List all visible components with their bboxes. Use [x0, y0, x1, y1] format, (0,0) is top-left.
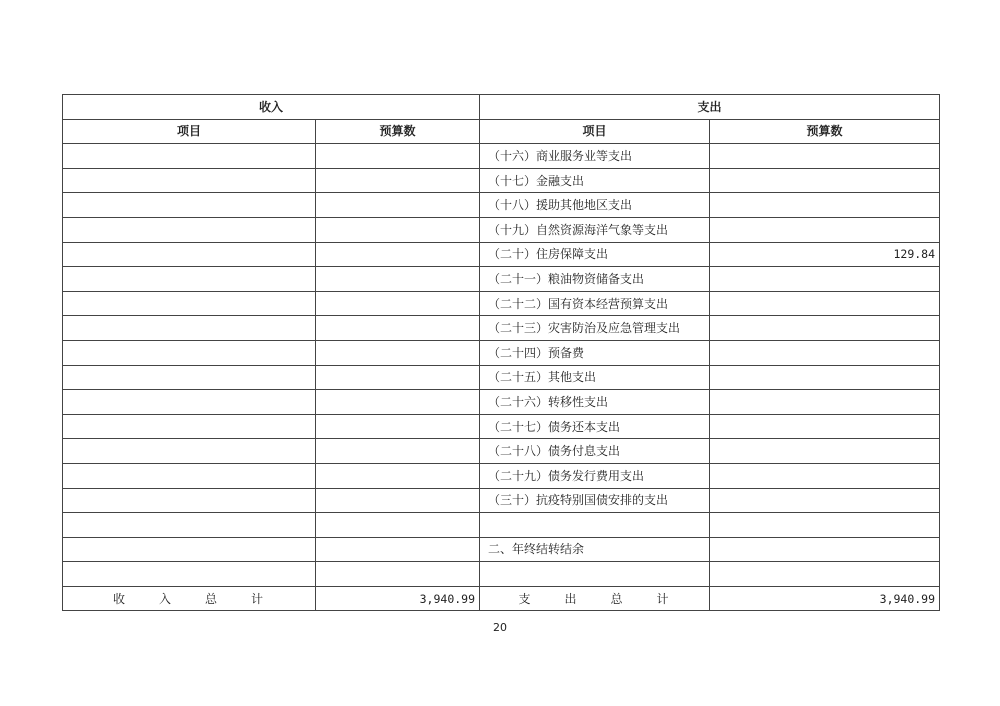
expense-item-cell: （二十六）转移性支出	[480, 390, 710, 415]
income-budget-cell	[316, 537, 480, 562]
income-item-cell	[63, 340, 316, 365]
expense-budget-cell	[710, 365, 940, 390]
income-item-cell	[63, 414, 316, 439]
expense-budget-cell	[710, 168, 940, 193]
income-item-cell	[63, 488, 316, 513]
expense-budget-cell	[710, 267, 940, 292]
expense-item-cell: （二十七）债务还本支出	[480, 414, 710, 439]
income-budget-cell	[316, 463, 480, 488]
table-row	[63, 168, 940, 193]
income-budget-header: 预算数	[316, 119, 480, 144]
income-total-char: 总	[205, 591, 220, 606]
table-row	[63, 316, 940, 341]
income-item-cell	[63, 316, 316, 341]
expense-item-cell: （二十八）债务付息支出	[480, 439, 710, 464]
table-row	[63, 562, 940, 587]
income-item-cell	[63, 537, 316, 562]
expense-budget-cell	[710, 193, 940, 218]
table-row	[63, 488, 940, 513]
income-budget-cell	[316, 414, 480, 439]
table-row	[63, 144, 940, 169]
income-budget-cell	[316, 390, 480, 415]
income-item-cell	[63, 439, 316, 464]
table-row	[63, 291, 940, 316]
table-row	[63, 537, 940, 562]
section-header-row	[63, 95, 940, 120]
income-budget-cell	[316, 316, 480, 341]
income-budget-cell	[316, 291, 480, 316]
expense-budget-cell	[710, 291, 940, 316]
income-budget-cell	[316, 439, 480, 464]
table-row	[63, 390, 940, 415]
income-section-header: 收入	[63, 95, 480, 120]
expense-item-cell: （二十九）债务发行费用支出	[480, 463, 710, 488]
income-item-cell	[63, 168, 316, 193]
income-budget-cell	[316, 488, 480, 513]
expense-budget-cell	[710, 217, 940, 242]
table-row	[63, 193, 940, 218]
expense-item-cell: （十八）援助其他地区支出	[480, 193, 710, 218]
income-total-char: 入	[158, 591, 173, 606]
income-item-cell	[63, 217, 316, 242]
table-row	[63, 439, 940, 464]
income-budget-cell	[316, 242, 480, 267]
expense-budget-cell	[710, 414, 940, 439]
expense-item-cell: （二十五）其他支出	[480, 365, 710, 390]
expense-total-label	[480, 586, 710, 611]
expense-budget-cell	[710, 390, 940, 415]
table-row	[63, 513, 940, 538]
expense-item-cell: （二十）住房保障支出	[480, 242, 710, 267]
table-row	[63, 365, 940, 390]
income-total-char: 计	[251, 591, 266, 606]
expense-budget-cell	[710, 463, 940, 488]
expense-item-cell: （二十四）预备费	[480, 340, 710, 365]
income-item-cell	[63, 291, 316, 316]
expense-item-cell: 二、年终结转结余	[480, 537, 710, 562]
expense-total-char: 总	[610, 591, 625, 606]
income-budget-cell	[316, 340, 480, 365]
income-budget-cell	[316, 144, 480, 169]
income-item-cell	[63, 144, 316, 169]
income-budget-cell	[316, 562, 480, 587]
expense-item-cell: （十六）商业服务业等支出	[480, 144, 710, 169]
expense-total-value: 3,940.99	[710, 586, 940, 611]
expense-total-char: 支	[518, 591, 533, 606]
income-item-header: 项目	[63, 119, 316, 144]
income-total-char: 收	[112, 591, 127, 606]
column-header-row	[63, 119, 940, 144]
expense-budget-header: 预算数	[710, 119, 940, 144]
expense-budget-cell	[710, 537, 940, 562]
expense-item-cell: （二十二）国有资本经营预算支出	[480, 291, 710, 316]
income-item-cell	[63, 365, 316, 390]
expense-budget-cell	[710, 439, 940, 464]
income-budget-cell	[316, 193, 480, 218]
income-item-cell	[63, 562, 316, 587]
income-item-cell	[63, 267, 316, 292]
expense-item-cell: （二十一）粮油物资储备支出	[480, 267, 710, 292]
expense-budget-cell	[710, 562, 940, 587]
expense-budget-cell	[710, 513, 940, 538]
expense-budget-cell: 129.84	[710, 242, 940, 267]
table-row	[63, 414, 940, 439]
expense-total-char: 计	[656, 591, 671, 606]
expense-item-cell	[480, 513, 710, 538]
expense-total-char: 出	[564, 591, 579, 606]
expense-item-cell: （三十）抗疫特别国债安排的支出	[480, 488, 710, 513]
total-row	[63, 586, 940, 611]
income-item-cell	[63, 242, 316, 267]
income-item-cell	[63, 193, 316, 218]
budget-table	[62, 94, 940, 611]
table-row	[63, 267, 940, 292]
expense-item-header: 项目	[480, 119, 710, 144]
income-budget-cell	[316, 217, 480, 242]
expense-item-cell: （十九）自然资源海洋气象等支出	[480, 217, 710, 242]
income-budget-cell	[316, 168, 480, 193]
income-budget-cell	[316, 513, 480, 538]
page-number: 20	[493, 621, 507, 634]
expense-budget-cell	[710, 488, 940, 513]
table-row	[63, 463, 940, 488]
income-item-cell	[63, 513, 316, 538]
income-budget-cell	[316, 365, 480, 390]
income-total-value: 3,940.99	[316, 586, 480, 611]
income-budget-cell	[316, 267, 480, 292]
expense-budget-cell	[710, 340, 940, 365]
expense-budget-cell	[710, 316, 940, 341]
expense-item-cell: （十七）金融支出	[480, 168, 710, 193]
table-row	[63, 217, 940, 242]
expense-section-header: 支出	[480, 95, 940, 120]
income-item-cell	[63, 390, 316, 415]
expense-budget-cell	[710, 144, 940, 169]
table-row	[63, 242, 940, 267]
income-total-label	[63, 586, 316, 611]
table-row	[63, 340, 940, 365]
income-item-cell	[63, 463, 316, 488]
expense-item-cell: （二十三）灾害防治及应急管理支出	[480, 316, 710, 341]
expense-item-cell	[480, 562, 710, 587]
